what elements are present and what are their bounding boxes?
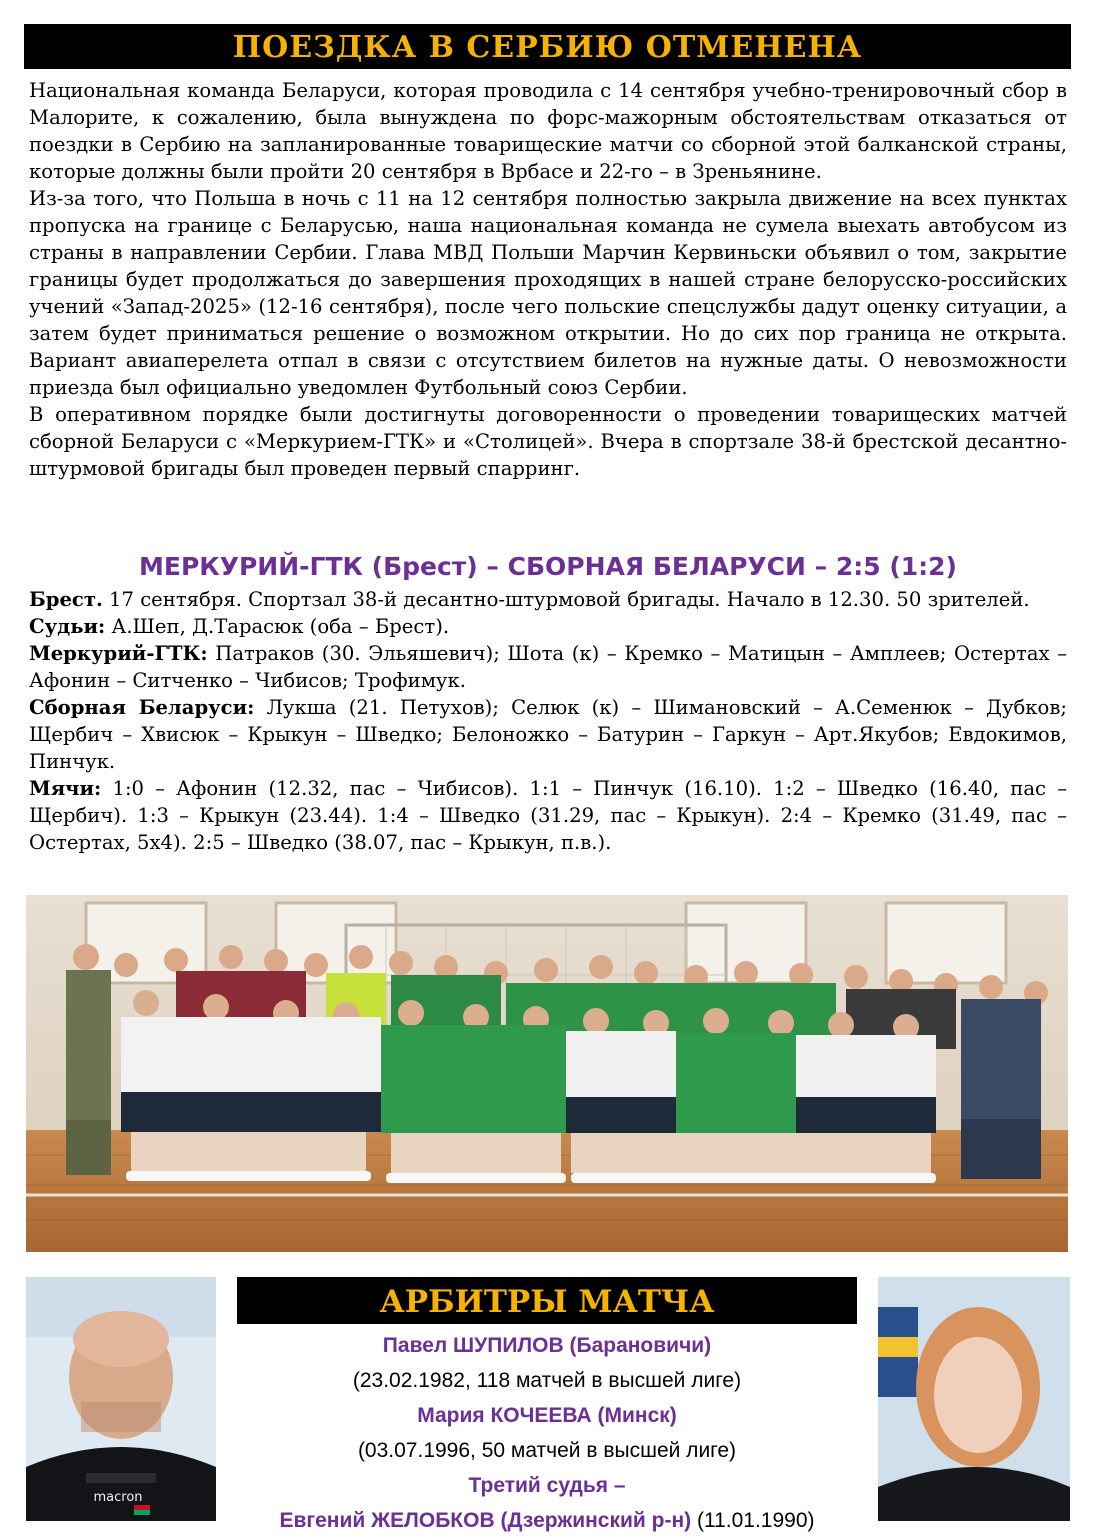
referee-photo-left bbox=[26, 1277, 216, 1521]
referee-2-name: Мария КОЧЕЕВА (Минск) bbox=[417, 1404, 677, 1427]
team1-lineup: Патраков (30. Эльяшевич); Шота (к) – Кремко – Матицын – Амплеев; Остертах – Афонин – Ситченко – Чибисов; Трофимук. bbox=[29, 642, 1067, 692]
match-heading: МЕРКУРИЙ-ГТК (Брест) – СБОРНАЯ БЕЛАРУСИ – 2:5 (1:2) bbox=[139, 552, 957, 581]
goals-label: Мячи: bbox=[29, 777, 102, 800]
article-body bbox=[29, 77, 1067, 482]
referees-list bbox=[237, 1328, 857, 1538]
article-paragraph: Из-за того, что Польша в ночь с 11 на 12 сентября полностью закрыла движение на всех пунктах пропуска на границе с Беларусью, наша национальная команда не сумела выехать автобусом из страны в направлении Сербии. Глава МВД Польши Марчин Кервиньски объявил о том, закрытие границы будет продолжаться до завершения проходящих в нашей стране белорусско-российских учений «Запад-2025» (12-16 сентября), после чего польские спецслужбы дадут оценку ситуации, а затем будет приниматься решение о возможном открытии. Но до сих пор граница не открыта. Вариант авиаперелета отпал в связи с отсутствием билетов на нужные даты. О невозможности приезда был официально уведомлен Футбольный союз Сербии. bbox=[29, 187, 1067, 399]
referees-text: А.Шеп, Д.Тарасюк (оба – Брест). bbox=[105, 615, 450, 638]
match-report bbox=[29, 586, 1067, 856]
referee-2-info: (03.07.1996, 50 матчей в высшей лиге) bbox=[357, 1439, 737, 1462]
referees-line bbox=[29, 613, 1067, 640]
referees-label: Судьи: bbox=[29, 615, 106, 638]
referee-1-info: (23.02.1982, 118 матчей в высшей лиге) bbox=[352, 1369, 742, 1392]
referee-3-role: Третий судья – bbox=[468, 1474, 626, 1497]
team1-line bbox=[29, 640, 1067, 694]
referee-photo-right bbox=[878, 1277, 1070, 1521]
venue-label: Брест. bbox=[29, 588, 103, 611]
referee-1-name: Павел ШУПИЛОВ (Барановичи) bbox=[382, 1334, 712, 1357]
goals-line bbox=[29, 775, 1067, 856]
article-paragraph: Национальная команда Беларуси, которая проводила с 14 сентября учебно-тренировочный сбор в Малорите, к сожалению, была вынуждена по форс-мажорным обстоятельствам отказаться от поездки в Сербию на запланированные товарищеские матчи со сборной этой балканской страны, которые должны были пройти 20 сентября в Врбасе и 22-го – в Зреньянине. bbox=[29, 79, 1067, 183]
article-paragraph: В оперативном порядке были достигнуты договоренности о проведении товарищеских матчей сборной Беларуси с «Меркурием-ГТК» и «Столицей». Вчера в спортзале 38-й брестской десантно-штурмовой бригады был проведен первый спарринг. bbox=[29, 403, 1067, 480]
goals-text: 1:0 – Афонин (12.32, пас – Чибисов). 1:1 – Пинчук (16.10). 1:2 – Шведко (16.40, пас – Щербич). 1:3 – Крыкун (23.44). 1:4 – Шведко (31.29, пас – Крыкун). 2:4 – Кремко (31.49, пас – Остертах, 5х4). 2:5 – Шведко (38.07, пас – Крыкун, п.в.). bbox=[29, 777, 1067, 854]
referees-box-title: АРБИТРЫ МАТЧА bbox=[237, 1277, 857, 1324]
referee-3-line bbox=[237, 1503, 857, 1538]
page-title: ПОЕЗДКА В СЕРБИЮ ОТМЕНЕНА bbox=[24, 24, 1071, 69]
venue-line bbox=[29, 586, 1067, 613]
team1-label: Меркурий-ГТК: bbox=[29, 642, 208, 665]
team2-lineup: Лукша (21. Петухов); Селюк (к) – Шимановский – А.Семенюк – Дубков; Щербич – Хвисюк – Крыкун – Шведко; Белоножко – Батурин – Гаркун – Арт.Якубов; Евдокимов, Пинчук. bbox=[29, 696, 1067, 773]
svg-text:macron: macron bbox=[93, 1490, 143, 1505]
referee-3-info: (11.01.1990) bbox=[691, 1509, 815, 1532]
team2-line bbox=[29, 694, 1067, 775]
venue-text: 17 сентября. Спортзал 38-й десантно-штурмовой бригады. Начало в 12.30. 50 зрителей. bbox=[102, 588, 1030, 611]
team-photo bbox=[26, 895, 1068, 1252]
team2-label: Сборная Беларуси: bbox=[29, 696, 255, 719]
referee-3-name: Евгений ЖЕЛОБКОВ (Дзержинский р-н) bbox=[279, 1509, 692, 1532]
